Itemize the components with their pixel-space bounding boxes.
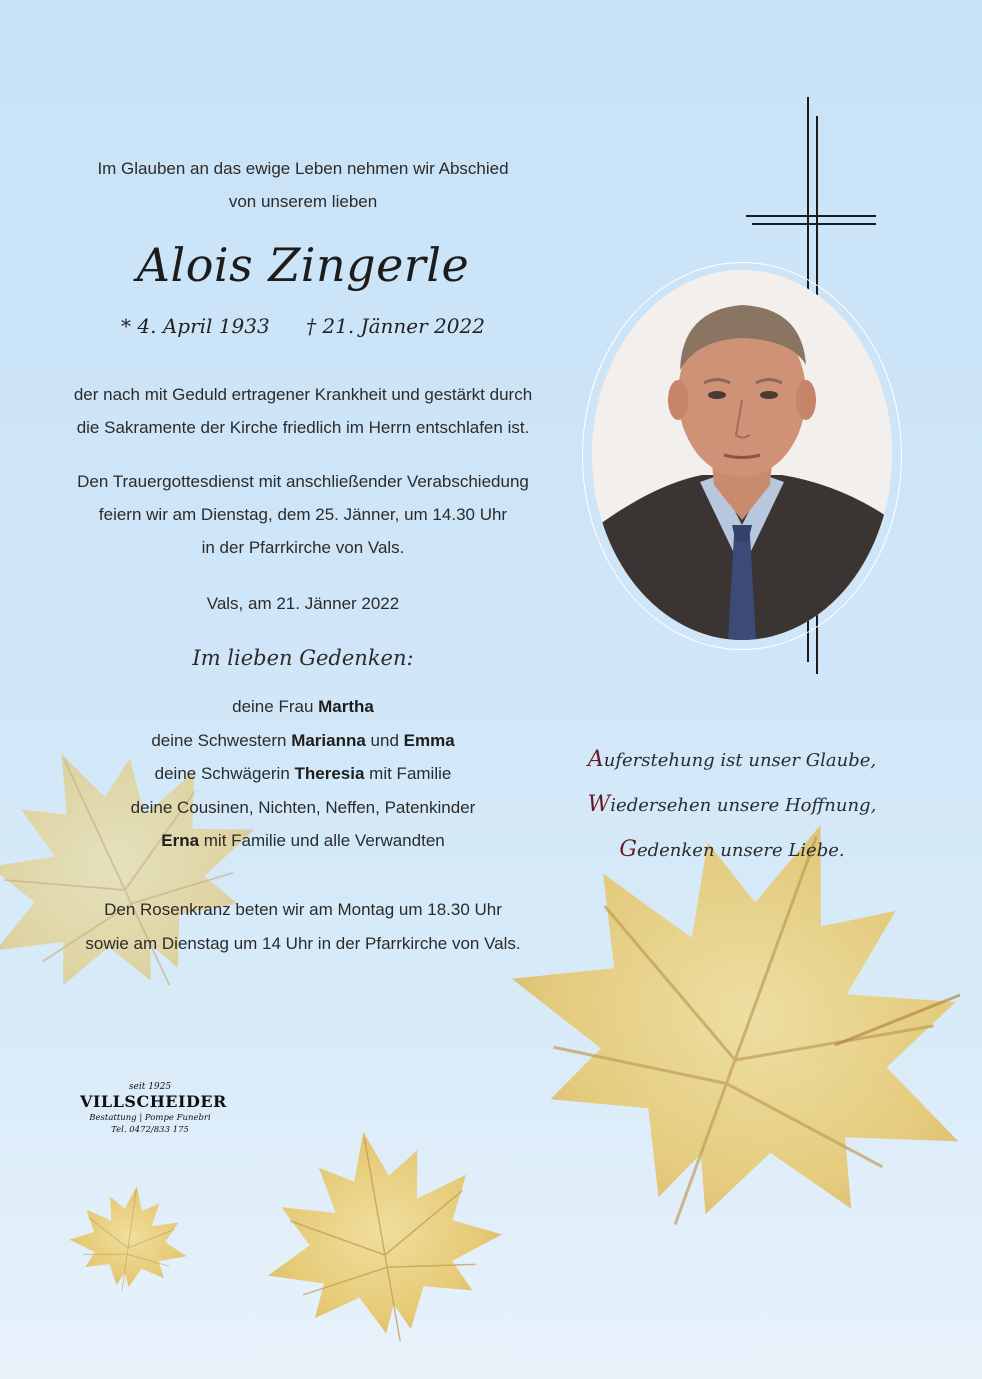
logo-since: seit 1925 — [128, 1082, 172, 1092]
rosary-text — [40, 893, 566, 961]
mourners-list — [40, 690, 566, 858]
deceased-name: Alois Zingerle — [136, 238, 470, 292]
rosary-line-1: Den Rosenkranz beten wir am Montag um 18.30 Uhr — [104, 900, 502, 919]
passing-line-1: der nach mit Geduld ertragener Krankheit und gestärkt durch — [73, 385, 533, 404]
funeral-line-1: Den Trauergottesdienst mit anschließender Verabschiedung — [77, 472, 529, 491]
funeral-service-text — [40, 465, 566, 564]
funeral-line-2: feiern wir am Dienstag, dem 25. Jänner, um 14.30 Uhr — [98, 505, 508, 524]
funeral-home-logo — [80, 1082, 227, 1137]
quote-line-1: Auferstehung ist unser Glaube, — [587, 747, 877, 772]
intro-text — [40, 152, 566, 218]
passing-line-2: die Sakramente der Kirche friedlich im Herrn entschlafen ist. — [76, 418, 530, 437]
logo-subtitle: Bestattung | Pompe Funebri — [89, 1113, 211, 1123]
cross-horizontal-bar-2 — [752, 223, 876, 225]
logo-brand: VILLSCHEIDER — [80, 1092, 227, 1111]
memory-heading: Im lieben Gedenken: — [192, 646, 414, 670]
mourner-line: deine Frau Martha — [232, 697, 374, 716]
intro-line-2: von unserem lieben — [228, 192, 378, 211]
mourner-line: Erna mit Familie und alle Verwandten — [161, 831, 445, 850]
funeral-line-3: in der Pfarrkirche von Vals. — [201, 538, 405, 557]
mourner-line: deine Schwestern Marianna und Emma — [151, 730, 455, 750]
mourner-line: deine Cousinen, Nichten, Neffen, Patenkinder — [130, 797, 476, 817]
memorial-quote — [582, 738, 882, 873]
portrait-photo — [592, 270, 892, 640]
quote-line-2: Wiedersehen unsere Hoffnung, — [587, 792, 877, 817]
place-and-date: Vals, am 21. Jänner 2022 — [206, 594, 400, 613]
birth-date: * 4. April 1933 — [121, 314, 270, 338]
death-date: † 21. Jänner 2022 — [306, 314, 485, 338]
passing-text — [40, 378, 566, 444]
logo-phone: Tel. 0472/833 175 — [111, 1125, 189, 1135]
cross-horizontal-bar — [746, 215, 876, 217]
quote-line-3: Gedenken unsere Liebe. — [619, 837, 845, 862]
rosary-line-2: sowie am Dienstag um 14 Uhr in der Pfarrkirche von Vals. — [85, 934, 521, 953]
mourner-line: deine Schwägerin Theresia mit Familie — [154, 764, 452, 783]
life-dates — [40, 314, 566, 338]
intro-line-1: Im Glauben an das ewige Leben nehmen wir Abschied — [97, 159, 509, 178]
portrait-illustration — [592, 270, 892, 640]
